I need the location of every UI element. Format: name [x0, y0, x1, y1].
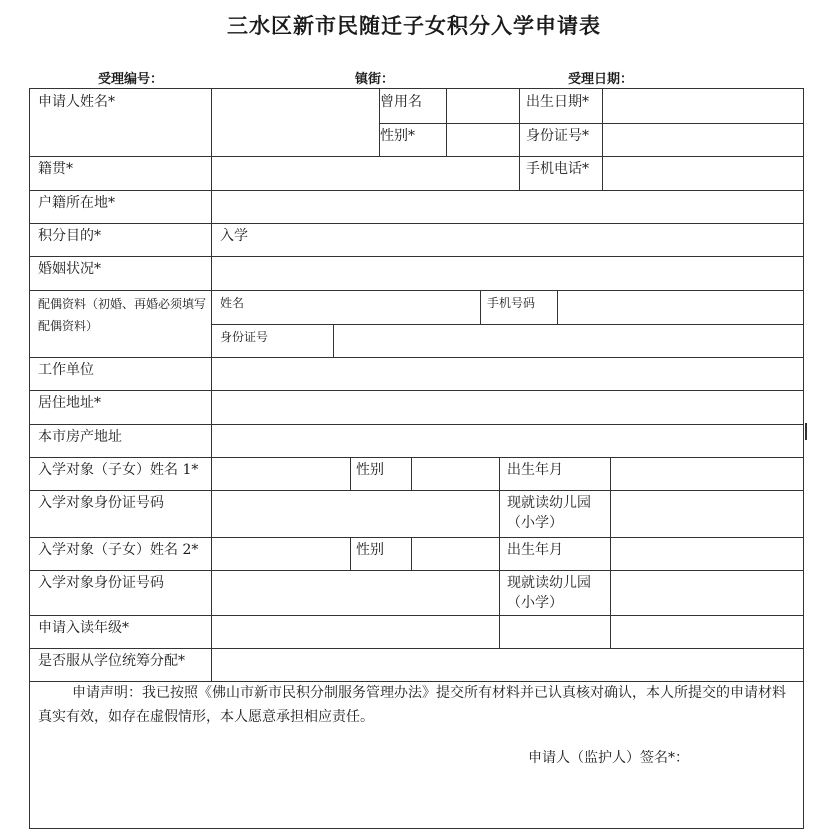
spouse-id-field[interactable]	[334, 325, 804, 357]
birth-date-label: 出生日期*	[526, 94, 589, 110]
form-title: 三水区新市民随迁子女积分入学申请表	[227, 13, 601, 38]
row-line	[30, 223, 804, 224]
child1-gender-label: 性别	[356, 462, 384, 478]
grade-label: 申请入读年级*	[38, 620, 129, 636]
signature-label: 申请人（监护人）签名*：	[528, 750, 689, 766]
marital-status-label: 婚姻状况*	[38, 261, 101, 277]
native-place-label: 籍贯*	[38, 161, 73, 177]
applicant-name-field[interactable]	[212, 90, 378, 156]
accept-number-label: 受理编号：	[98, 72, 164, 87]
child1-birth-field[interactable]	[611, 458, 804, 490]
purpose-label: 积分目的*	[38, 228, 101, 244]
child1-birth-label: 出生年月	[507, 462, 563, 478]
birth-date-field[interactable]	[603, 90, 803, 123]
applicant-name-label: 申请人姓名*	[38, 94, 115, 110]
child1-id-field[interactable]	[212, 491, 499, 537]
spouse-mobile-field[interactable]	[558, 291, 804, 324]
id-number-label: 身份证号*	[526, 128, 589, 144]
gender-field[interactable]	[447, 124, 518, 156]
employer-label: 工作单位	[38, 362, 94, 378]
child2-name-label: 入学对象（子女）姓名 2*	[38, 542, 199, 558]
household-registration-field[interactable]	[212, 191, 804, 223]
accept-date-label: 受理日期：	[568, 72, 634, 87]
street-label: 镇街：	[355, 72, 395, 87]
mobile-label: 手机电话*	[526, 161, 589, 177]
spouse-id-label: 身份证号	[220, 330, 269, 344]
signature-field[interactable]	[710, 741, 800, 771]
id-number-field[interactable]	[603, 124, 803, 156]
spouse-name-label: 姓名	[220, 296, 245, 310]
allocation-field[interactable]	[212, 649, 804, 681]
purpose-value: 入学	[220, 228, 248, 244]
child1-school-field[interactable]	[611, 491, 804, 537]
native-place-field[interactable]	[212, 157, 518, 190]
cursor-mark	[805, 423, 807, 440]
spouse-mobile-label: 手机号码	[487, 296, 536, 310]
declaration-text: 申请声明：我已按照《佛山市新市民积分制服务管理办法》提交所有材料并已认真核对确认，本人所提交的申请材料真实有效，如存在虚假情形，本人愿意承担相应责任。	[38, 685, 786, 725]
column-line	[519, 89, 520, 190]
child1-name-field[interactable]	[212, 458, 350, 490]
residence-address-field[interactable]	[212, 391, 804, 424]
allocation-label: 是否服从学位统筹分配*	[38, 653, 185, 669]
child2-birth-field[interactable]	[611, 538, 804, 570]
child2-birth-label: 出生年月	[507, 542, 563, 558]
former-name-label: 曾用名	[380, 94, 422, 110]
child2-gender-label: 性别	[356, 542, 384, 558]
child1-id-label: 入学对象身份证号码	[38, 495, 164, 511]
column-line	[350, 457, 351, 490]
residence-address-label: 居住地址*	[38, 395, 101, 411]
spouse-info-label: 配偶资料（初婚、再婚必须填写配偶资料）	[38, 297, 207, 333]
column-line	[480, 290, 481, 324]
gender-label: 性别*	[380, 128, 415, 144]
mobile-field[interactable]	[603, 157, 803, 190]
child1-school-label: 现就读幼儿园（小学）	[507, 495, 591, 531]
child2-id-field[interactable]	[212, 571, 499, 615]
child2-gender-field[interactable]	[412, 538, 499, 570]
child2-id-label: 入学对象身份证号码	[38, 575, 164, 591]
child2-school-label: 现就读幼儿园（小学）	[507, 575, 591, 611]
property-address-field[interactable]	[212, 425, 804, 457]
property-address-label: 本市房产地址	[38, 429, 122, 445]
child1-name-label: 入学对象（子女）姓名 1*	[38, 462, 199, 478]
marital-status-field[interactable]	[212, 257, 804, 290]
child2-name-field[interactable]	[212, 538, 350, 570]
household-registration-label: 户籍所在地*	[38, 195, 115, 211]
grade-field[interactable]	[212, 616, 804, 648]
former-name-field[interactable]	[447, 90, 518, 123]
child1-gender-field[interactable]	[412, 458, 499, 490]
column-line	[350, 537, 351, 570]
spouse-name-field[interactable]	[334, 291, 479, 324]
child2-school-field[interactable]	[611, 571, 804, 615]
employer-field[interactable]	[212, 358, 804, 390]
application-form-table	[29, 88, 804, 829]
